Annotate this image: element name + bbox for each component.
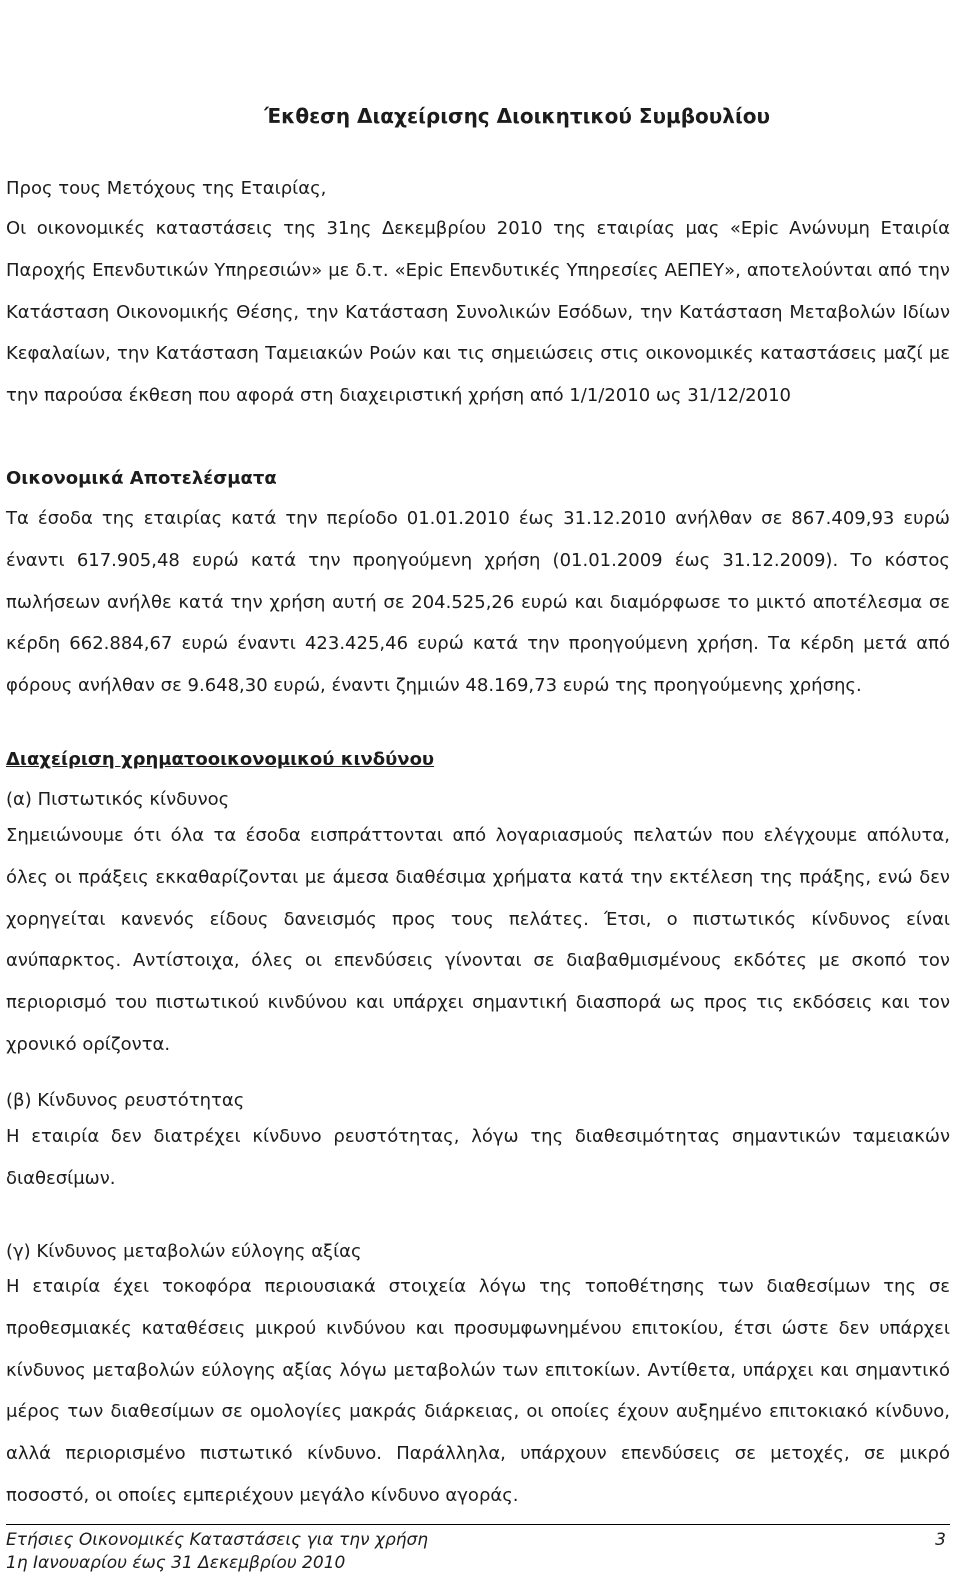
fair-value-risk-section [6, 1238, 950, 1266]
fair-value-risk-paragraph: Η εταιρία έχει τοκοφόρα περιουσιακά στοιχεία λόγω της τοποθέτησης των διαθεσίμων της σε προθεσμιακές καταθέσεις μικρού κινδύνου και προσυμφωνημένου επιτοκίου, έτσι ώστε δεν υπάρχει κίνδυνος μεταβολών εύλογης αξίας λόγω μεταβολών των επιτοκίων. Αντίθετα, υπάρχει και σημαντικό μέρος των διαθεσίμων σε ομολογίες μακράς διάρκειας, οι οποίες έχουν αυξημένο επιτοκιακό κίνδυνο, αλλά περιορισμένο πιστωτικό κίνδυνο. Παράλληλα, υπάρχουν επενδύσεις σε μετοχές, σε μικρό ποσοστό, οι οποίες εμπεριέχουν μεγάλο κίνδυνο αγοράς. [6, 1276, 950, 1506]
intro-block [6, 208, 950, 417]
credit-risk-paragraph: Σημειώνουμε ότι όλα τα έσοδα εισπράττονται από λογαριασμούς πελατών που ελέγχουμε απόλυτα, όλες οι πράξεις εκκαθαρίζονται με άμεσα διαθέσιμα χρήματα κατά την εκτέλεση της πράξης, ενώ δεν χορηγείται κανενός είδους δανεισμός προς τους πελάτες. Έτσι, ο πιστωτικός κίνδυνος είναι ανύπαρκτος. Αντίστοιχα, όλες οι επενδύσεις γίνονται σε διαβαθμισμένους εκδότες με σκοπό τον περιορισμό του πιστωτικού κινδύνου και υπάρχει σημαντική διασπορά ως προς τις εκδόσεις και τον χρονικό ορίζοντα. [6, 825, 950, 1055]
liquidity-risk-subheading: (β) Κίνδυνος ρευστότητας [6, 1090, 245, 1111]
intro-paragraph: Οι οικονομικές καταστάσεις της 31ης Δεκεμβρίου 2010 της εταιρίας μας «Epic Ανώνυμη Εταιρία Παροχής Επενδυτικών Υπηρεσιών» με δ.τ. «Epic Επενδυτικές Υπηρεσίες ΑΕΠΕΥ», αποτελούνται από την Κατάσταση Οικονομικής Θέσης, την Κατάσταση Συνολικών Εσόδων, την Κατάσταση Μεταβολών Ιδίων Κεφαλαίων, την Κατάσταση Ταμειακών Ροών και τις σημειώσεις στις οικονομικές καταστάσεις μαζί με την παρούσα έκθεση που αφορά στη διαχειριστική χρήση από 1/1/2010 ως 31/12/2010 [6, 218, 950, 407]
risk-section [6, 746, 950, 774]
page-footer [6, 1524, 950, 1575]
credit-risk-subheading: (α) Πιστωτικός κίνδυνος [6, 789, 230, 810]
fair-value-risk-text-block [6, 1266, 950, 1517]
liquidity-risk-text-block [6, 1116, 950, 1200]
fair-value-risk-subheading: (γ) Κίνδυνος μεταβολών εύλογης αξίας [6, 1241, 362, 1262]
greeting: Προς τους Μετόχους της Εταιρίας, [6, 178, 327, 199]
results-text-block [6, 498, 950, 707]
results-heading: Οικονομικά Αποτελέσματα [6, 468, 277, 489]
footer-line-2: 1η Ιανουαρίου έως 31 Δεκεμβρίου 2010 [6, 1553, 346, 1573]
footer-line-1: Ετήσιες Οικονομικές Καταστάσεις για την χρήση [6, 1530, 429, 1550]
footer-row-1 [6, 1529, 950, 1552]
results-section [6, 465, 950, 493]
page-number: 3 [935, 1530, 946, 1550]
liquidity-risk-section [6, 1087, 950, 1115]
greeting-block [6, 168, 950, 210]
credit-risk-section [6, 786, 950, 814]
liquidity-risk-paragraph: Η εταιρία δεν διατρέχει κίνδυνο ρευστότητας, λόγω της διαθεσιμότητας σημαντικών ταμειακών διαθεσίμων. [6, 1126, 950, 1189]
risk-heading: Διαχείριση χρηματοοικονομικού κινδύνου [6, 749, 435, 770]
credit-risk-text-block [6, 815, 950, 1066]
document-title: Έκθεση Διαχείρισης Διοικητικού Συμβουλίου [264, 104, 770, 128]
results-paragraph: Τα έσοδα της εταιρίας κατά την περίοδο 01.01.2010 έως 31.12.2010 ανήλθαν σε 867.409,93 ευρώ έναντι 617.905,48 ευρώ κατά την προηγούμενη χρήση (01.01.2009 έως 31.12.2009). Το κόστος πωλήσεων ανήλθε κατά την χρήση αυτή σε 204.525,26 ευρώ και διαμόρφωσε το μικτό αποτέλεσμα σε κέρδη 662.884,67 ευρώ έναντι 423.425,46 ευρώ κατά την προηγούμενη χρήση. Τα κέρδη μετά από φόρους ανήλθαν σε 9.648,30 ευρώ, έναντι ζημιών 48.169,73 ευρώ της προηγούμενης χρήσης. [6, 508, 950, 697]
footer-row-2 [6, 1552, 950, 1575]
